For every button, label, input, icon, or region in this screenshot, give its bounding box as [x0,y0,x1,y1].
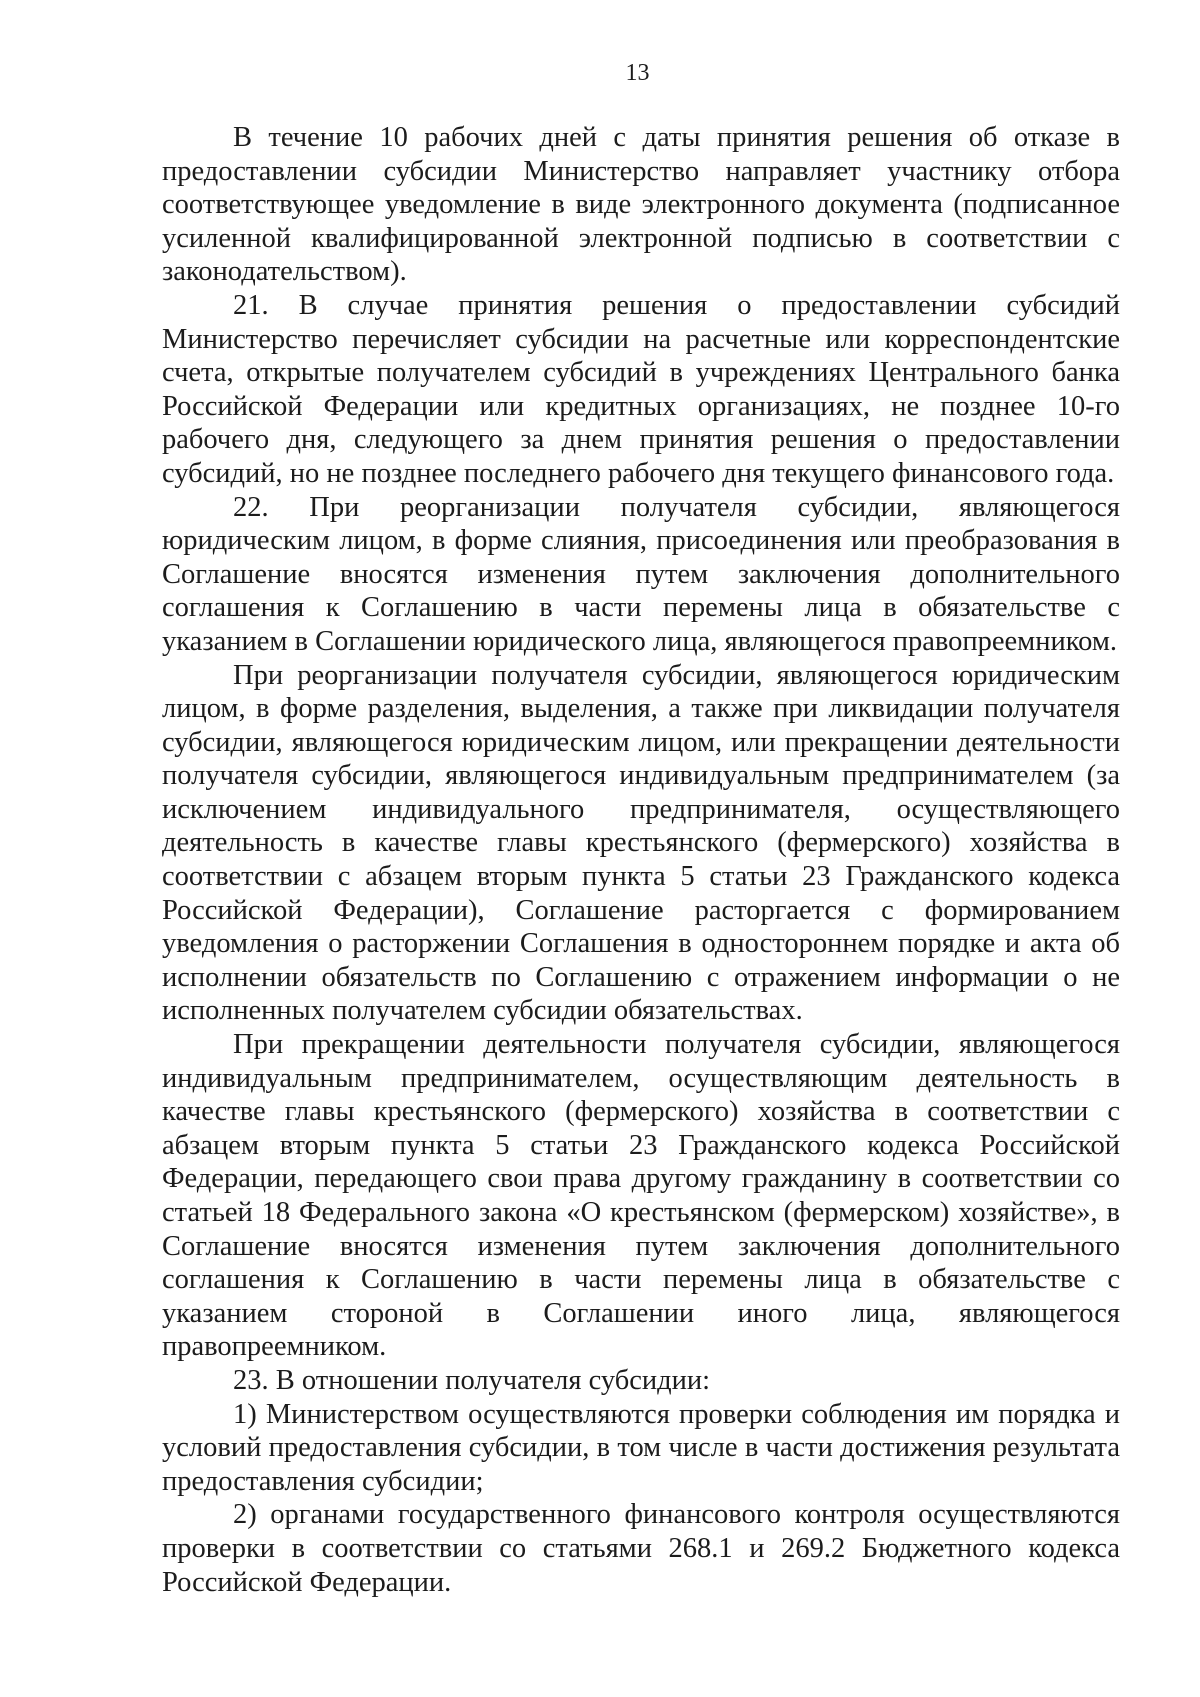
page-number: 13 [625,60,650,86]
paragraph-23-item-2: 2) органами государственного финансового контроля осуществляются проверки в соответствии со статьями 268.1 и 269.2 Бюджетного кодекса Российской Федерации. [162,1499,1120,1598]
paragraph-22: 22. При реорганизации получателя субсидии, являющегося юридическим лицом, в форме слияния, присоединения или преобразования в Соглашение вносятся изменения путем заключения дополнительного соглашения к Соглашению в части перемены лица в обязательстве с указанием в Соглашении юридического лица, являющегося правопреемником. [162,491,1120,657]
paragraph-22-farm-termination: При прекращении деятельности получателя субсидии, являющегося индивидуальным предпринимателем, осуществляющим деятельность в качестве главы крестьянского (фермерского) хозяйства в соответствии с абзацем вторым пункта 5 статьи 23 Гражданского кодекса Российской Федерации, передающего свои права другому гражданину в соответствии со статьей 18 Федерального закона «О крестьянском (фермерском) хозяйстве», в Соглашение вносятся изменения путем заключения дополнительного соглашения к Соглашению в части перемены лица в обязательстве с указанием стороной в Соглашении иного лица, являющегося правопреемником. [162,1029,1120,1363]
document-body [162,121,1120,1599]
paragraph-23-item-1: 1) Министерством осуществляются проверки соблюдения им порядка и условий предоставления субсидии, в том числе в части достижения результата предоставления субсидии; [162,1398,1120,1497]
paragraph-23: 23. В отношении получателя субсидии: [233,1364,711,1396]
paragraph-21: 21. В случае принятия решения о предоставлении субсидий Министерство перечисляет субсидии на расчетные или корреспондентские счета, открытые получателем субсидий в учреждениях Центрального банка Российской Федерации или кредитных организациях, не позднее 10-го рабочего дня, следующего за днем принятия решения о предоставлении субсидий, но не позднее последнего рабочего дня текущего финансового года. [162,289,1120,489]
paragraph-refusal-notice: В течение 10 рабочих дней с даты принятия решения об отказе в предоставлении субсидии Министерство направляет участнику отбора соответствующее уведомление в виде электронного документа (подписанное усиленной квалифицированной электронной подписью в соответствии с законодательством). [162,122,1120,288]
paragraph-22-reorganization: При реорганизации получателя субсидии, являющегося юридическим лицом, в форме разделения, выделения, а также при ликвидации получателя субсидии, являющегося юридическим лицом, или прекращении деятельности получателя субсидии, являющегося индивидуальным предпринимателем (за исключением индивидуального предпринимателя, осуществляющего деятельность в качестве главы крестьянского (фермерского) хозяйства в соответствии с абзацем вторым пункта 5 статьи 23 Гражданского кодекса Российской Федерации), Соглашение расторгается с формированием уведомления о расторжении Соглашения в одностороннем порядке и акта об исполнении обязательств по Соглашению с отражением информации о не исполненных получателем субсидии обязательствах. [162,659,1120,1027]
